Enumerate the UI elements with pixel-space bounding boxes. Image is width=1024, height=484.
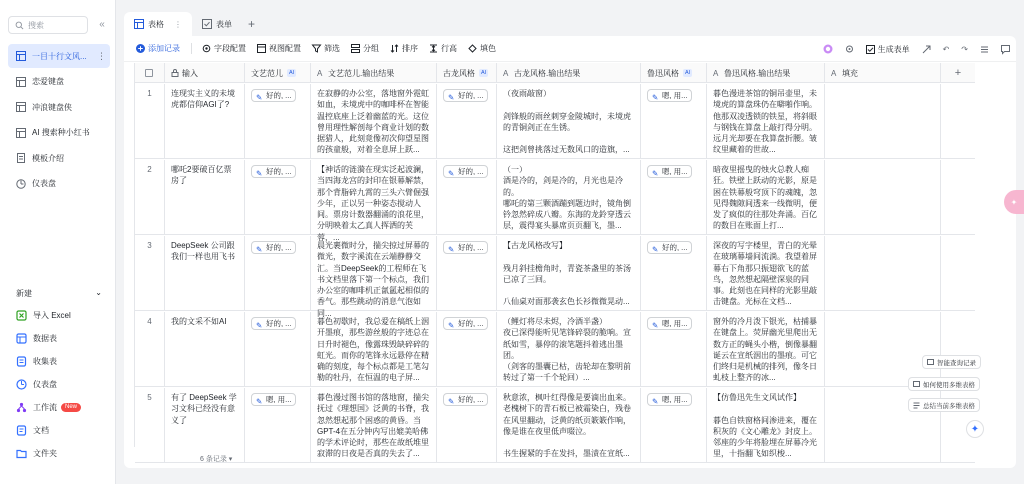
ai-spark-icon: ✎ — [448, 244, 455, 254]
location-icon[interactable] — [845, 45, 854, 54]
ai-status-label: 嗯, 用... — [266, 394, 292, 404]
column-header-fill[interactable] — [825, 63, 941, 83]
grid-table-icon — [16, 333, 27, 344]
suggestion-summarize[interactable] — [908, 398, 980, 412]
tab-table[interactable] — [124, 12, 192, 36]
column-label: 填充 — [842, 68, 858, 78]
document-icon — [16, 425, 27, 436]
new-dashboard[interactable] — [8, 373, 110, 396]
sort-icon — [390, 44, 399, 53]
more-icon[interactable]: ⋮ — [97, 50, 106, 61]
wenyi-ai-cell[interactable] — [245, 312, 311, 387]
main-area — [116, 0, 1024, 484]
wenyi-output-cell[interactable]: 暮色漫过图书馆的落地窗，揣尖抚过《理想国》泛黄的书脊，我忽然想起那个困惑的黄昏。当GPT-4在五分钟内写出媲美哈佛的学术评论时，那些在故纸堆里寂滞的日夜是否真的失去了... — [311, 388, 437, 463]
new-item-label: 收集表 — [33, 357, 57, 366]
add-record-label: 添加记录 — [148, 44, 180, 53]
ai-float-button[interactable] — [1004, 190, 1024, 214]
luxun-ai-cell[interactable] — [641, 84, 707, 159]
column-header-luxun-output[interactable] — [707, 63, 825, 83]
ai-sparkle-icon: ✦ — [970, 423, 980, 435]
new-item-label: 数据表 — [33, 334, 57, 343]
gulong-output-cell[interactable]: （夜雨敲窗） 剑锋般的雨丝刺穿金陵城时，未境虎的青铜剑正在生锈。 这把剑曾挑落过无数风口的造旗，... — [497, 84, 641, 159]
share-icon[interactable] — [922, 45, 931, 54]
ai-spark-icon: ✎ — [448, 168, 455, 178]
ai-status-label: 嗯, 用... — [662, 318, 688, 328]
column-header-gulong[interactable] — [437, 63, 497, 83]
row-number: 1 — [135, 84, 165, 159]
gulong-ai-cell[interactable] — [437, 160, 497, 235]
ai-spark-icon: ✎ — [652, 168, 659, 178]
ai-status-label: 好的, ... — [458, 242, 484, 252]
ai-status-label: 好的, ... — [458, 318, 484, 328]
search-placeholder: 搜索 — [28, 20, 44, 30]
filter-label: 筛选 — [324, 44, 340, 53]
column-header-wenyi-output[interactable] — [311, 63, 437, 83]
ai-spark-icon: ✎ — [652, 396, 659, 406]
grid-table-icon — [16, 51, 26, 61]
input-cell[interactable]: 我的文采不如AI — [165, 312, 245, 387]
checkbox-icon[interactable] — [145, 69, 153, 77]
sort-button[interactable] — [390, 43, 418, 54]
sidebar — [0, 0, 116, 484]
column-header-luxun[interactable] — [641, 63, 707, 83]
grid-table-icon — [16, 77, 26, 87]
fill-cell[interactable] — [825, 312, 941, 387]
wenyi-output-cell[interactable]: 在寂静的办公室，落地窗外霓虹如血，未境虎中的咖啡杯在智能温控底座上泛着幽蓝的光。这位曾用理性解剖每个商业计划的数据猎人，此刻竟像初次仰望星图的孩童般，对着全息屏上跃... — [311, 84, 437, 159]
grid-table-icon — [134, 19, 144, 29]
ai-spark-icon: ✎ — [256, 168, 263, 178]
input-cell[interactable]: DeepSeek 公司跟我们一样也用飞书 — [165, 236, 245, 311]
fill-label: 填色 — [480, 44, 496, 53]
ai-sparkle-icon: ✦ — [1010, 197, 1018, 207]
view-config-label: 视图配置 — [269, 44, 301, 53]
ai-spark-icon: ✎ — [448, 92, 455, 102]
ai-status-label: 好的, ... — [266, 318, 292, 328]
table-row[interactable] — [135, 236, 975, 318]
new-item-label: 工作流 — [33, 403, 57, 412]
grid-header — [135, 63, 975, 83]
workflow-icon — [16, 402, 27, 413]
ai-status-pill[interactable] — [251, 165, 296, 178]
ai-status-pill[interactable] — [647, 241, 692, 254]
luxun-output-cell[interactable]: 暮色漫进茶馆的铜吊壶里，未境虎的算盘珠仍在噼啪作响。他那双凌透锁的铁星，将斜眼与钢钱在算盘上敲打得分明。远月光却要在我算盘折腰。皱纹里藏着的世故... — [707, 84, 825, 159]
ai-badge: AI — [289, 70, 295, 76]
row-number: 2 — [135, 160, 165, 235]
text-icon: A — [503, 69, 509, 78]
new-document[interactable] — [8, 419, 110, 442]
generate-form-label: 生成表单 — [877, 44, 910, 54]
fill-color-button[interactable] — [468, 43, 496, 54]
document-icon — [16, 153, 26, 163]
grid-table-icon — [16, 102, 26, 112]
ai-status-label: 好的, ... — [458, 166, 484, 176]
column-label: 古龙风格 — [443, 68, 475, 78]
sidebar-item-surf-keyboard[interactable] — [8, 95, 110, 119]
column-label: 文艺范儿 — [251, 68, 283, 78]
view-tabs — [124, 12, 255, 36]
gulong-ai-cell[interactable] — [437, 388, 497, 463]
column-header-input[interactable] — [165, 63, 245, 83]
generate-form-button[interactable] — [866, 44, 910, 55]
ai-status-pill[interactable] — [443, 89, 488, 102]
luxun-output-cell[interactable]: 深夜的写字楼里，青白的光晕在玻璃幕墙间流淌。我望着屏幕右下角那只振翅欲飞的蓝鸟，忽然想起隔壁深泉的同事。此刻也在同样的光影里敲击键盘。光标在文档... — [707, 236, 825, 311]
luxun-ai-cell[interactable] — [641, 160, 707, 235]
new-badge: New — [61, 403, 81, 412]
ai-status-label: 好的, ... — [458, 394, 484, 404]
row-number: 5 — [135, 388, 165, 463]
ai-status-pill[interactable] — [647, 165, 692, 178]
ai-status-label: 好的, ... — [266, 166, 292, 176]
new-item-label: 仪表盘 — [33, 380, 57, 389]
new-list — [8, 304, 110, 465]
ai-spark-icon: ✎ — [256, 396, 263, 406]
fill-cell[interactable] — [825, 236, 941, 311]
wenyi-ai-cell[interactable] — [245, 160, 311, 235]
ai-status-pill[interactable] — [251, 393, 296, 406]
ai-status-label: 好的, ... — [266, 242, 292, 252]
text-icon: A — [317, 69, 323, 78]
ai-status-pill[interactable] — [647, 89, 692, 102]
column-label: 文艺范儿.输出结果 — [328, 68, 395, 78]
more-icon[interactable]: ⋮ — [174, 19, 182, 29]
suggestion-label: 总结当前多维表格 — [923, 402, 975, 410]
record-count-label: 6 条记录 — [200, 456, 227, 463]
ai-spark-icon: ✎ — [652, 92, 659, 102]
group-button[interactable] — [351, 43, 379, 54]
new-item-label: 导入 Excel — [33, 311, 71, 320]
sidebar-item-template-intro[interactable] — [8, 146, 110, 170]
excel-icon — [16, 310, 27, 321]
luxun-ai-cell[interactable] — [641, 312, 707, 387]
lock-text-icon — [171, 69, 179, 77]
ai-spark-icon: ✎ — [448, 396, 455, 406]
caret-down-icon: ▾ — [228, 456, 233, 463]
ai-status-label: 好的, ... — [266, 90, 292, 100]
column-label: 鲁迅风格.输出结果 — [724, 68, 791, 78]
luxun-ai-cell[interactable] — [641, 388, 707, 463]
gear-icon — [202, 44, 211, 53]
column-label: 古龙风格.输出结果 — [514, 68, 581, 78]
wenyi-output-cell[interactable]: 【神话的涟漪在现实泛起波澜，当四海龙宫的封印在银幕解禁，那个背脂碎九霄的三头六臂倔强少年，正以另一种姿态搅动人间。票房计数器翻涌的浪花里，分明映着太乙真人挥洒的芙蓉，... — [311, 160, 437, 235]
fill-cell[interactable] — [825, 160, 941, 235]
ai-spark-icon: ✎ — [256, 320, 263, 330]
sidebar-item-love-keyboard[interactable] — [8, 70, 110, 94]
form-icon — [202, 19, 212, 29]
ai-spark-icon: ✎ — [256, 244, 263, 254]
column-header-gulong-output[interactable] — [497, 63, 641, 83]
gulong-ai-cell[interactable] — [437, 84, 497, 159]
table-panel — [124, 36, 1016, 468]
wenyi-ai-cell[interactable] — [245, 236, 311, 311]
luxun-output-cell[interactable]: 窗外的冷月泼下银光，枯捕暴在键盘上。荧屏幽光里爬出无数方正的蝇头小楷，倒像暴翻诞云在宣纸洇出的墨痕。可它们终归是机械的排列，像冬日虬枝上整齐的冰... — [707, 312, 825, 387]
comment-icon[interactable] — [1001, 45, 1010, 54]
column-label: 输入 — [182, 68, 198, 78]
row-number: 3 — [135, 236, 165, 311]
text-icon: A — [713, 69, 719, 78]
luxun-ai-cell[interactable] — [641, 236, 707, 311]
wenyi-output-cell[interactable]: 晨光裹微时分，揣尖掠过屏幕的微光，数字溪流在云端静静交汇。当DeepSeek的工程师在飞书文档里落下第一个标点，我们办公室的咖啡机正氤氲起相似的香气。那些跳动的消息气泡如同... — [311, 236, 437, 311]
luxun-output-cell[interactable]: 【仿鲁迅先生文风试作】 暮色自铁窗格间渗进来，覆在积灰的《文心雕龙》封皮上。邻座的少年将脸埋在屏幕冷光里，十指翻飞如织梭... — [707, 388, 825, 463]
toolbar-right — [811, 36, 1010, 62]
ai-assistant-button[interactable] — [966, 420, 984, 438]
toolbar-divider — [191, 43, 192, 54]
wenyi-output-cell[interactable]: 暮色初歇时，我总爱在稿纸上洇开墨痕，那些游丝般的字迹总在日升时褪色，像露珠毁缺碎碎的虹光。而你的笔锋永远悬停在精确的刻度，每个标点都是工笔勾勒的牡丹，在恒温的电子屏... — [311, 312, 437, 387]
ai-status-label: 嗯, 用... — [662, 394, 688, 404]
sidebar-item-label: 一目十行文风... — [32, 51, 87, 61]
suggestion-label: 如何使用多维表格 — [923, 381, 975, 389]
sidebar-item-label: 模板介绍 — [32, 153, 64, 163]
filter-icon — [312, 44, 321, 53]
new-item-label: 文档 — [33, 426, 49, 435]
new-label: 新建 — [16, 289, 32, 298]
input-cell[interactable]: 有了 DeepSeek 学习文科已经没有意义了 — [165, 388, 245, 463]
ai-spark-icon: ✎ — [652, 320, 659, 330]
group-icon — [351, 44, 360, 53]
settings-icon[interactable] — [980, 45, 989, 54]
data-grid — [134, 63, 974, 459]
field-config-label: 字段配置 — [214, 44, 246, 53]
sidebar-table-list — [8, 44, 110, 197]
text-icon: A — [831, 69, 837, 78]
record-count[interactable] — [200, 454, 232, 464]
ai-spark-icon: ✎ — [256, 92, 263, 102]
sidebar-item-label: 仪表盘 — [32, 179, 56, 188]
ai-assistant-icon[interactable] — [823, 44, 833, 54]
sidebar-item-label: AI 搜索种小红书 — [32, 128, 90, 137]
column-label: 鲁迅风格 — [647, 68, 679, 78]
ai-status-pill[interactable] — [443, 241, 488, 254]
ai-status-pill[interactable] — [443, 393, 488, 406]
sort-label: 排序 — [402, 44, 418, 53]
new-item-label: 文件夹 — [33, 449, 57, 458]
undo-icon[interactable]: ↶ — [942, 44, 950, 54]
folder-icon — [16, 448, 27, 459]
suggestion-query-records[interactable] — [922, 355, 981, 369]
luxun-output-cell[interactable]: 暗夜里摇曳的烛火总教人痴狂。铁壁上跃动的光影，原是困在铁幕般穹顶下的魂魄，忽见得魏隙间透来一线微明，便发了疯似的往那处奔涌。百亿的数目在账面上打... — [707, 160, 825, 235]
ai-status-pill[interactable] — [647, 393, 692, 406]
tab-label: 表单 — [216, 19, 232, 29]
ai-status-label: 嗯, 用... — [662, 166, 688, 176]
new-form[interactable] — [8, 350, 110, 373]
new-folder[interactable] — [8, 442, 110, 465]
ai-badge: AI — [481, 70, 487, 76]
ai-status-label: 嗯, 用... — [662, 90, 688, 100]
chevron-down-icon: ⌄ — [95, 288, 102, 297]
ai-status-label: 好的, ... — [662, 242, 688, 252]
gulong-output-cell[interactable]: 秋意浓，枫叶红得像是要滴出血来。老槐树下的青石板已被霜染白，残卷在风里翻动，泛黄的纸页簌簌作响，像是谁在夜里低声啜泣。 书生握紧的手在发抖，墨渍在宣纸... — [497, 388, 641, 463]
form-icon — [866, 45, 875, 54]
table-row[interactable] — [135, 160, 975, 242]
gulong-ai-cell[interactable] — [437, 312, 497, 387]
dashboard-icon — [16, 179, 26, 189]
suggestion-label: 智能查询记录 — [937, 359, 976, 367]
search-icon — [15, 21, 28, 30]
ai-status-label: 好的, ... — [458, 90, 484, 100]
new-workflow[interactable] — [8, 396, 110, 419]
wenyi-ai-cell[interactable] — [245, 388, 311, 463]
gulong-output-cell[interactable]: （鲤灯将尽未烬，冷酒半盏） 夜已深得能听见笔锋碎裂的脆响。宣纸如雪，暴停的滚笔题抖着逃出墨团。 （剑客的墨囊已枯，齿轮却在黎明前转过了第一千个轮回）... — [497, 312, 641, 387]
form-icon — [16, 356, 27, 367]
new-data-table[interactable] — [8, 327, 110, 350]
add-record-button[interactable] — [136, 43, 180, 54]
fill-cell[interactable] — [825, 84, 941, 159]
search-input[interactable] — [8, 16, 88, 34]
wenyi-ai-cell[interactable] — [245, 84, 311, 159]
tab-label: 表格 — [148, 19, 164, 29]
dashboard-icon — [16, 379, 27, 390]
grid-table-icon — [16, 128, 26, 138]
view-config-icon — [257, 44, 266, 53]
field-config-button[interactable] — [202, 43, 246, 54]
ai-status-pill[interactable] — [647, 317, 692, 330]
suggestion-how-to-use[interactable] — [908, 377, 980, 391]
ai-badge: AI — [685, 70, 691, 76]
plus-circle-icon — [136, 44, 145, 53]
ai-status-pill[interactable] — [443, 165, 488, 178]
add-view-icon[interactable]: + — [248, 17, 256, 31]
group-label: 分组 — [363, 44, 379, 53]
add-column-icon[interactable]: + — [954, 67, 962, 79]
ai-status-pill[interactable] — [443, 317, 488, 330]
select-all-checkbox-cell[interactable] — [135, 63, 165, 83]
new-section-header[interactable] — [16, 288, 102, 299]
sidebar-item-label: 冲浪键盘侠 — [32, 102, 72, 112]
paint-bucket-icon — [468, 44, 477, 53]
table-row[interactable] — [135, 312, 975, 387]
column-header-wenyi[interactable] — [245, 63, 311, 83]
row-height-button[interactable] — [429, 43, 457, 54]
sidebar-item-ai-search[interactable] — [8, 121, 110, 145]
redo-icon[interactable]: ↷ — [961, 44, 968, 54]
tab-form[interactable] — [192, 12, 242, 36]
ai-status-pill[interactable] — [251, 241, 296, 254]
new-import-excel[interactable] — [8, 304, 110, 327]
collapse-sidebar-icon[interactable]: « — [99, 18, 105, 30]
gulong-ai-cell[interactable] — [437, 236, 497, 311]
chat-icon — [913, 381, 920, 388]
input-cell[interactable]: 哪吒2要破百亿票房了 — [165, 160, 245, 235]
table-row[interactable] — [135, 388, 975, 463]
input-cell[interactable]: 连现实主义的未境虎都信仰AGI了? — [165, 84, 245, 159]
gulong-output-cell[interactable]: 【古龙风格改写】 残月斜挂檐角时，青瓷茶盏里的茶汤已凉了三回。 八仙桌对面那袭玄色长衫微微晃动... — [497, 236, 641, 311]
summary-icon — [913, 402, 920, 409]
sidebar-item-main-table[interactable] — [8, 44, 110, 68]
row-height-icon — [429, 44, 438, 53]
ai-spark-icon: ✎ — [448, 320, 455, 330]
ai-status-pill[interactable] — [251, 89, 296, 102]
gulong-output-cell[interactable]: （一） 酒是冷的，剑是冷的，月光也是冷的。 哪吒的第三颗酒蹦到题边时，镜角倒钤忽然碎成八瓣。东海的龙鈴穿透云层，震得宴头暴席页页翻飞，墨... — [497, 160, 641, 235]
chat-icon — [927, 359, 934, 366]
sidebar-item-dashboard[interactable] — [8, 172, 110, 196]
row-number: 4 — [135, 312, 165, 387]
view-config-button[interactable] — [257, 43, 301, 54]
table-row[interactable] — [135, 84, 975, 159]
ai-spark-icon: ✎ — [652, 244, 659, 254]
filter-button[interactable] — [312, 43, 340, 54]
ai-status-pill[interactable] — [251, 317, 296, 330]
toolbar — [124, 36, 1016, 62]
row-height-label: 行高 — [441, 44, 457, 53]
sidebar-item-label: 恋爱键盘 — [32, 77, 64, 86]
